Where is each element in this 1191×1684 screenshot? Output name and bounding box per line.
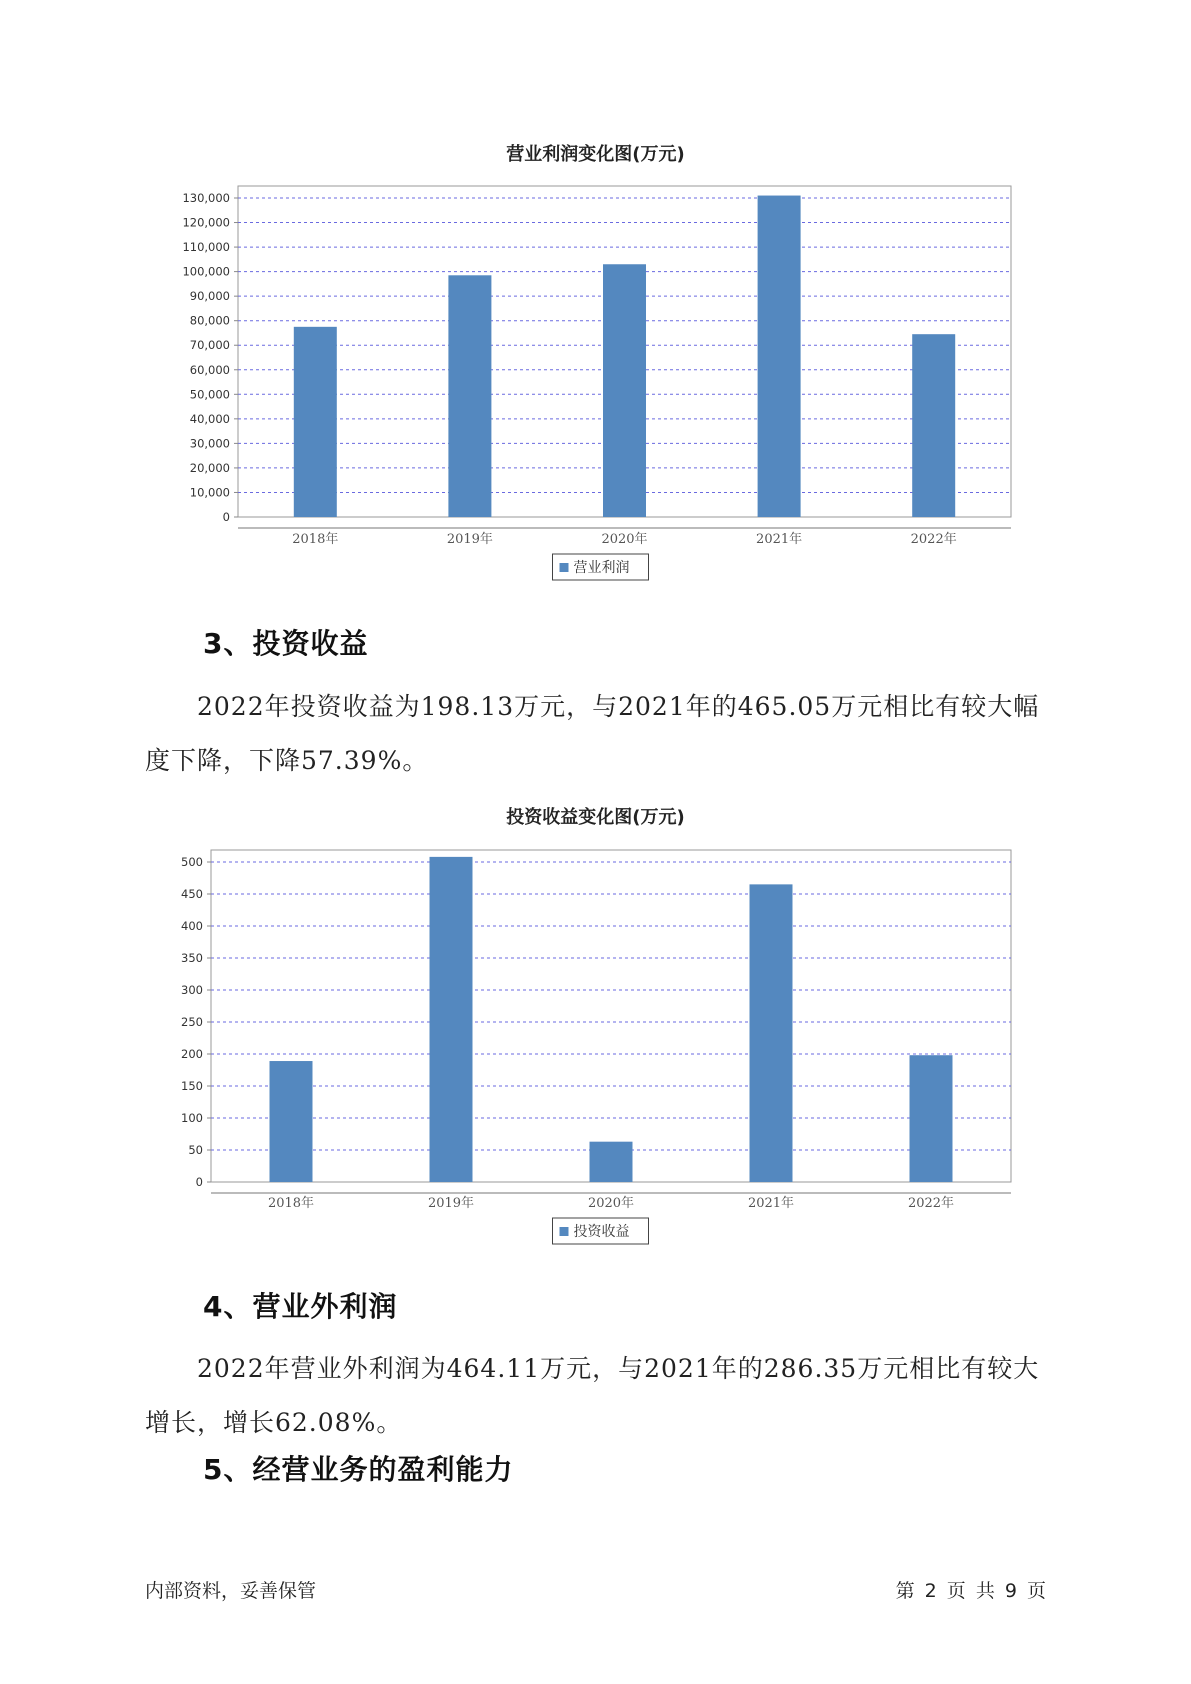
y-tick-label: 0 — [222, 510, 230, 524]
y-tick-label: 70,000 — [189, 338, 230, 353]
bar — [430, 857, 473, 1182]
chart-svg-1 — [0, 795, 1191, 1260]
legend-swatch — [560, 1227, 569, 1236]
y-tick-label: 100 — [181, 1111, 203, 1125]
x-tick-label: 2019年 — [427, 1196, 475, 1211]
y-tick-label: 500 — [181, 855, 203, 869]
plot-area — [211, 850, 1011, 1182]
x-tick-label: 2021年 — [747, 1196, 795, 1211]
y-tick-label: 250 — [181, 1015, 203, 1029]
legend-swatch — [560, 563, 569, 572]
y-tick-label: 30,000 — [189, 436, 230, 451]
y-tick-label: 110,000 — [182, 240, 230, 255]
y-tick-label: 130,000 — [182, 191, 230, 205]
section-heading-investment-income: 3、投资收益 — [203, 627, 369, 660]
chart-title: 营业利润变化图(万元) — [506, 144, 685, 165]
bar — [590, 1142, 633, 1182]
y-tick-label: 350 — [181, 951, 203, 965]
section-heading-business-profitability: 5、经营业务的盈利能力 — [203, 1453, 514, 1486]
y-tick-label: 400 — [181, 919, 203, 933]
y-tick-label: 80,000 — [189, 313, 230, 328]
y-tick-label: 40,000 — [189, 411, 230, 426]
bar — [912, 334, 955, 517]
y-tick-label: 120,000 — [182, 215, 230, 230]
bar — [448, 275, 491, 517]
y-tick-label: 200 — [181, 1047, 203, 1061]
investment-income-chart — [0, 795, 1191, 1260]
bar — [270, 1061, 313, 1182]
y-tick-label: 0 — [195, 1175, 203, 1189]
footer-page-number: 第 2 页 共 9 页 — [895, 1580, 1046, 1602]
footer-confidential-note: 内部资料，妥善保管 — [145, 1580, 317, 1602]
bar — [758, 196, 801, 517]
y-tick-label: 50,000 — [189, 387, 230, 402]
x-tick-label: 2018年 — [292, 532, 339, 547]
non-operating-profit-paragraph: 2022年营业外利润为464.11万元，与2021年的286.35万元相比有较大增长，增长62.08%。 — [145, 1354, 1040, 1437]
y-tick-label: 300 — [181, 983, 203, 997]
y-tick-label: 90,000 — [189, 289, 230, 304]
x-tick-label: 2019年 — [446, 532, 493, 547]
operating-profit-chart — [0, 130, 1191, 595]
y-tick-label: 450 — [181, 887, 203, 901]
y-tick-label: 10,000 — [189, 485, 230, 500]
y-tick-label: 100,000 — [182, 264, 230, 279]
chart-title: 投资收益变化图(万元) — [506, 807, 685, 828]
bar — [910, 1055, 953, 1182]
legend-label: 投资收益 — [573, 1224, 630, 1240]
bar — [603, 264, 646, 517]
section-heading-non-operating-profit: 4、营业外利润 — [203, 1290, 398, 1323]
chart-svg-0 — [0, 130, 1191, 595]
y-tick-label: 20,000 — [189, 460, 230, 475]
y-tick-label: 150 — [181, 1079, 203, 1093]
x-tick-label: 2021年 — [756, 532, 803, 547]
x-tick-label: 2020年 — [587, 1196, 635, 1211]
investment-income-paragraph: 2022年投资收益为198.13万元，与2021年的465.05万元相比有较大幅度下降，下降57.39%。 — [145, 692, 1040, 775]
bar — [750, 884, 793, 1182]
y-tick-label: 60,000 — [189, 362, 230, 377]
x-tick-label: 2018年 — [267, 1196, 315, 1211]
x-tick-label: 2022年 — [910, 532, 957, 547]
x-tick-label: 2020年 — [601, 532, 648, 547]
legend-label: 营业利润 — [573, 560, 630, 576]
x-tick-label: 2022年 — [907, 1196, 955, 1211]
y-tick-label: 50 — [188, 1143, 203, 1157]
bar — [294, 327, 337, 517]
